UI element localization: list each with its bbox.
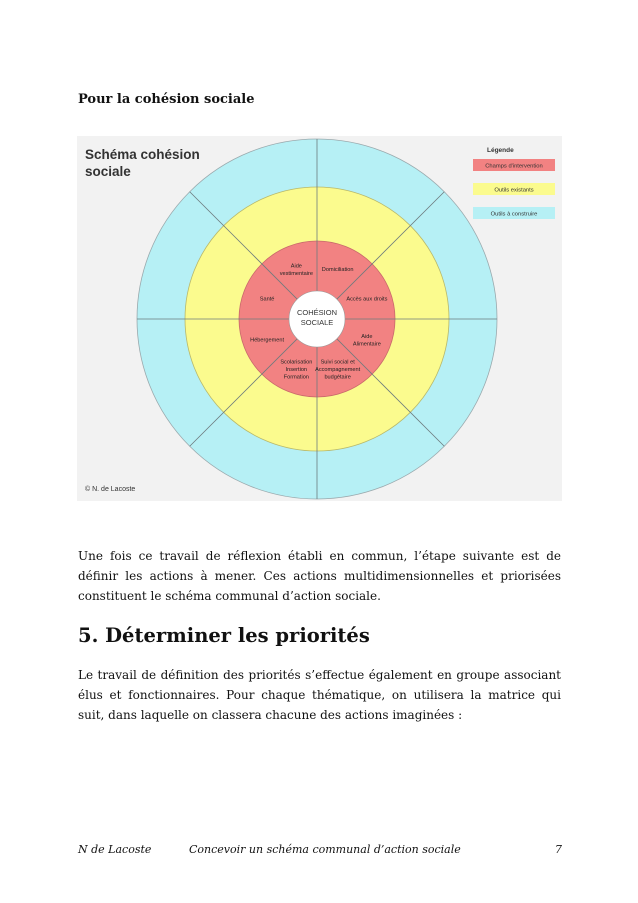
section-title: Pour la cohésion sociale (78, 92, 255, 107)
legend (473, 159, 555, 219)
cohesion-sociale-diagram (77, 136, 562, 501)
segment-label: vestimentaire (279, 270, 313, 277)
diagram-title-line1: Schéma cohésion (85, 147, 200, 162)
diagram-svg (77, 136, 562, 501)
footer-author: N de Lacoste (78, 843, 152, 856)
page-footer (78, 843, 562, 861)
segment-label: Accès aux droits (346, 296, 388, 303)
footer-document-title: Concevoir un schéma communal d’action sociale (189, 843, 461, 856)
center-label-line1: COHÉSION (296, 308, 338, 317)
paragraph-1: Une fois ce travail de réflexion établi en commun, l’étape suivante est de définir les actions à mener. Ces actions multidimensionnelles et priorisées constituent le schéma communal d’action sociale. (78, 549, 561, 603)
paragraph-2: Le travail de définition des priorités s’effectue également en groupe associant élus et fonctionnaires. Pour chaque thématique, on utilisera la matrice qui suit, dans laquelle on classera chacune des actions imaginées : (78, 668, 561, 722)
segment-label: Alimentaire (352, 341, 381, 348)
segment-label: Insertion (285, 366, 308, 373)
center-label-line2: SOCIALE (300, 318, 334, 327)
legend-label: Champs d'intervention (485, 163, 543, 170)
segment-label: Scolarisation (280, 359, 313, 366)
section-heading: 5. Déterminer les priorités (78, 624, 370, 647)
segment-label: Domiciliation (321, 267, 354, 274)
segment-label: Accompagnement (315, 366, 361, 373)
segment-label: Aide (290, 263, 302, 270)
segment-label: Suivi social et (320, 359, 355, 366)
legend-title: Légende (487, 147, 514, 154)
segment-label: Aide (361, 333, 373, 340)
segment-label: Formation (283, 374, 309, 381)
legend-label: Outils existants (494, 187, 534, 194)
footer-page-number: 7 (555, 843, 562, 856)
segment-label: budgétaire (324, 374, 351, 381)
copyright-notice: © N. de Lacoste (85, 486, 136, 493)
segment-label: Santé (259, 296, 275, 303)
diagram-title-line2: sociale (85, 164, 131, 179)
segment-label: Hébergement (250, 337, 285, 344)
legend-label: Outils à construire (490, 211, 538, 218)
